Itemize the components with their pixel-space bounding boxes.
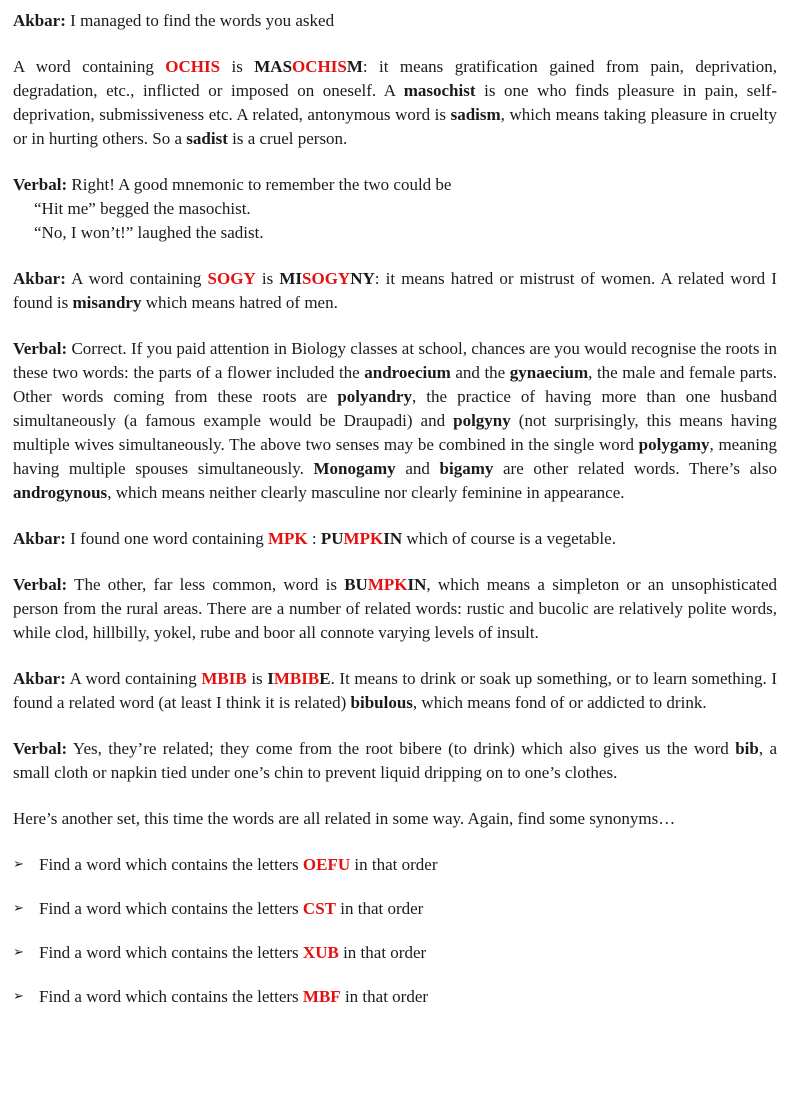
paragraph <box>13 667 777 715</box>
text-run: , the male and female parts. Other words coming from these roots are <box>13 363 777 406</box>
highlighted-letters: MBF <box>302 987 341 1006</box>
bold-term: Akbar: <box>13 669 66 688</box>
bold-term: misandry <box>72 293 142 312</box>
dialogue-line <box>13 173 777 197</box>
paragraph <box>13 267 777 315</box>
bullet-item <box>13 941 777 965</box>
text-run: , a small cloth or napkin tied under one’s chin to prevent liquid dripping on to one’s clothes. <box>13 739 777 782</box>
text-run: Find a word which contains the letters <box>39 987 303 1006</box>
bold-term: Akbar: <box>13 269 66 288</box>
highlighted-letters: OCHIS <box>292 57 347 76</box>
text-run: and <box>395 459 440 478</box>
text-run: is <box>246 669 268 688</box>
mnemonic-line <box>13 197 777 221</box>
highlighted-letters: SOGY <box>207 269 256 288</box>
text-run: : it means gratification gained from pain, deprivation, degradation, etc., inflicted or imposed on oneself. A <box>13 57 777 100</box>
bullet-text <box>39 941 777 965</box>
text-run: , which means fond of or addicted to drink. <box>412 693 707 712</box>
text-run: is <box>255 269 280 288</box>
text-run: are other related words. There’s also <box>493 459 778 478</box>
bold-term: masochist <box>403 81 476 100</box>
highlighted-letters: CST <box>302 899 336 918</box>
text-run: which of course is a vegetable. <box>402 529 616 548</box>
bullet-arrow-icon: ➢ <box>13 857 24 872</box>
highlighted-letters: XUB <box>302 943 339 962</box>
mnemonic-line <box>13 221 777 245</box>
highlighted-letters: MBIB <box>273 669 320 688</box>
text-run: , meaning having multiple spouses simultaneously. <box>13 435 777 478</box>
text-run: “No, I won’t!” laughed the sadist. <box>34 223 264 242</box>
highlighted-letters: MPK <box>343 529 384 548</box>
bullet-arrow-icon: ➢ <box>13 901 24 916</box>
dialogue-block <box>13 173 777 245</box>
bold-term: MAS <box>254 57 293 76</box>
bold-term: polgyny <box>453 411 511 430</box>
bold-term: bibulous <box>350 693 413 712</box>
bold-term: gynaecium <box>509 363 589 382</box>
text-run: Yes, they’re related; they come from the root bibere (to drink) which also gives us the word <box>67 739 736 758</box>
bold-term: polygamy <box>638 435 710 454</box>
bold-term: PU <box>320 529 344 548</box>
bold-term: polyandry <box>337 387 412 406</box>
paragraph <box>13 337 777 505</box>
bullet-item <box>13 985 777 1009</box>
text-run: I managed to find the words you asked <box>65 11 335 30</box>
paragraph <box>13 573 777 645</box>
paragraph <box>13 9 777 33</box>
highlighted-letters: MPK <box>267 529 308 548</box>
text-run: in that order <box>340 987 429 1006</box>
text-run: Correct. If you paid attention in Biology classes at school, chances are you would recognise the roots in these two words: the parts of a flower included the <box>13 339 777 382</box>
text-run: , which means a simpleton or an unsophisticated person from the rural areas. There are a number of related words: rustic and bucolic are relatively polite words, while clod, hillbilly, yokel, rube and boor all connote varying levels of insult. <box>13 575 777 642</box>
text-run: “Hit me” begged the masochist. <box>34 199 251 218</box>
text-run: Find a word which contains the letters <box>39 943 303 962</box>
text-run: The other, far less common, word is <box>67 575 345 594</box>
highlighted-letters: OCHIS <box>165 57 221 76</box>
bullet-arrow-icon: ➢ <box>13 945 24 960</box>
bold-term: Verbal: <box>13 575 68 594</box>
bullet-arrow-icon: ➢ <box>13 989 24 1004</box>
bold-term: bib <box>735 739 759 758</box>
bold-term: E <box>319 669 331 688</box>
paragraph <box>13 527 777 551</box>
bold-term: Akbar: <box>13 11 66 30</box>
text-run: in that order <box>338 943 427 962</box>
text-run: Find a word which contains the letters <box>39 855 303 874</box>
bold-term: NY <box>350 269 375 288</box>
text-run: : it means hatred or mistrust of women. A related word I found is <box>13 269 777 312</box>
text-run: : <box>307 529 321 548</box>
bold-term: Verbal: <box>13 739 68 758</box>
text-run: , which means taking pleasure in cruelty or in hurting others. So a <box>13 105 777 148</box>
bullet-text <box>39 853 777 877</box>
bold-term: sadist <box>186 129 228 148</box>
text-run: . It means to drink or soak up something, or to learn something. I found a related word (at least I think it is related) <box>13 669 777 712</box>
bullet-item <box>13 897 777 921</box>
bold-term: IN <box>407 575 427 594</box>
bold-term: Akbar: <box>13 529 66 548</box>
bold-term: IN <box>383 529 403 548</box>
text-run: , which means neither clearly masculine nor clearly feminine in appearance. <box>107 483 625 502</box>
text-run: Here’s another set, this time the words are all related in some way. Again, find some synonyms… <box>13 809 676 828</box>
bullet-text <box>39 985 777 1009</box>
text-run: Right! A good mnemonic to remember the two could be <box>67 175 452 194</box>
text-run: is <box>220 57 255 76</box>
text-run: Find a word which contains the letters <box>39 899 303 918</box>
text-run: in that order <box>350 855 438 874</box>
text-run: , the practice of having more than one husband simultaneously (a famous example would be Draupadi) and <box>13 387 777 430</box>
bold-term: androecium <box>364 363 451 382</box>
bold-term: androgynous <box>13 483 108 502</box>
text-run: I found one word containing <box>65 529 268 548</box>
paragraph <box>13 807 777 831</box>
bold-term: I <box>267 669 274 688</box>
bold-term: Verbal: <box>13 175 68 194</box>
bold-term: MI <box>279 269 303 288</box>
paragraph <box>13 737 777 785</box>
paragraph <box>13 55 777 151</box>
highlighted-letters: MBIB <box>201 669 247 688</box>
highlighted-letters: MPK <box>367 575 408 594</box>
document-body <box>13 9 777 1009</box>
bullet-item <box>13 853 777 877</box>
bold-term: Monogamy <box>313 459 396 478</box>
text-run: which means hatred of men. <box>141 293 338 312</box>
bold-term: Verbal: <box>13 339 68 358</box>
bold-term: M <box>346 57 363 76</box>
bold-term: BU <box>344 575 368 594</box>
text-run: A word containing <box>65 669 202 688</box>
bold-term: sadism <box>450 105 501 124</box>
bullet-text <box>39 897 777 921</box>
bold-term: bigamy <box>439 459 494 478</box>
text-run: is a cruel person. <box>227 129 348 148</box>
text-run: A word containing <box>65 269 208 288</box>
text-run: (not surprisingly, this means having multiple wives simultaneously. The above two senses may be combined in the single word <box>13 411 777 454</box>
highlighted-letters: SOGY <box>302 269 351 288</box>
text-run: A word containing <box>13 57 166 76</box>
text-run: in that order <box>336 899 424 918</box>
text-run: and the <box>450 363 510 382</box>
highlighted-letters: OEFU <box>302 855 351 874</box>
text-run: is one who finds pleasure in pain, self-deprivation, submissiveness etc. A related, antonymous word is <box>13 81 777 124</box>
